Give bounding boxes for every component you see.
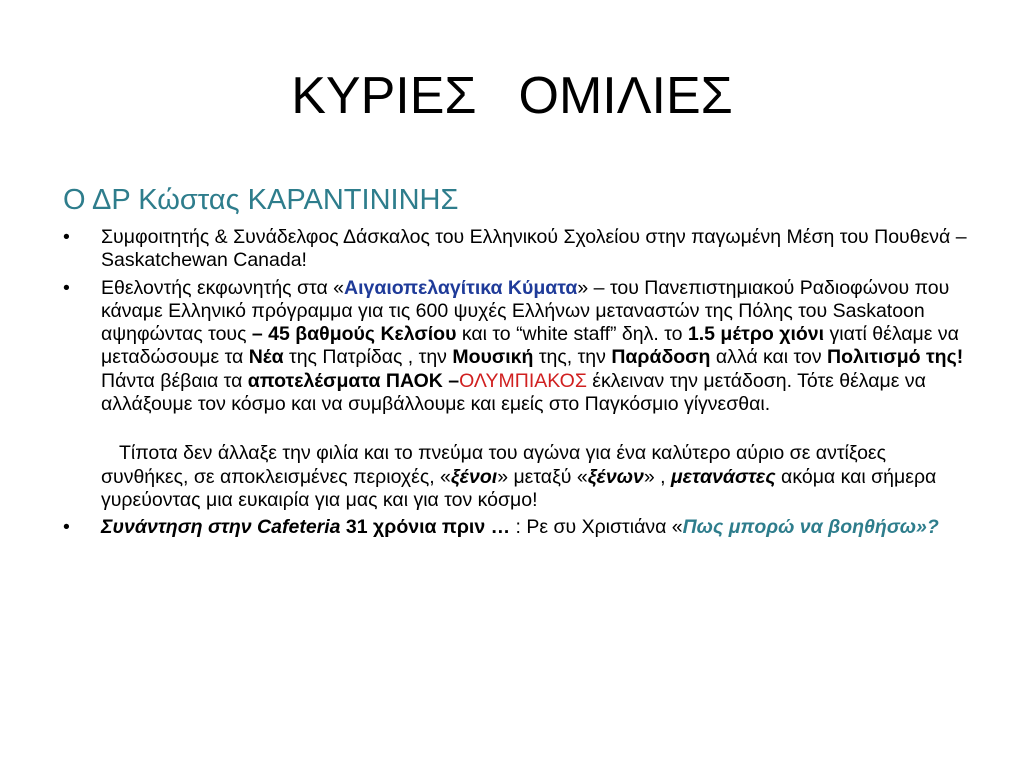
b2-text-9: της Πατρίδας , την <box>283 346 453 369</box>
b2-text-13: αλλά και τον <box>710 346 827 369</box>
olympiakos-text: ΟΛΥΜΠΙΑΚΟΣ <box>459 369 587 392</box>
show-name: Αιγαιοπελαγίτικα Κύματα <box>344 276 578 299</box>
b2-text-7: γιατί θέλαμε να μεταδώσουμε τα <box>101 323 959 369</box>
b2-text-18: έκλειναν την μετάδοση. Τότε θέλαμε να αλλάξουμε τον κόσμο και να συμβάλλουμε και εμείς στο Παγκόσμιο γίγνεσθαι. <box>101 369 926 416</box>
title-word-2: ΟΜΙΛΙΕΣ <box>518 67 733 125</box>
speaker-name: Ο ΔΡ Κώστας ΚΑΡΑΝΤΙΝΙΝΗΣ <box>63 184 459 216</box>
bullet-item-1 <box>63 226 973 273</box>
among-foreigners-text: ξένων <box>587 465 644 488</box>
b2-text-5: και το “white staff” δηλ. το <box>456 323 688 346</box>
years-ago-text: 31 χρόνια πριν … <box>340 516 511 539</box>
bullet-icon: • <box>63 276 70 299</box>
news-text: Νέα <box>248 346 284 369</box>
p-text-7: ακόμα και σήμερα γυρεύοντας μια ευκαιρία για μας και για τον κόσμο! <box>101 465 937 511</box>
tradition-text: Παράδοση <box>611 346 711 369</box>
cafeteria-text: Συνάντηση στην Cafeteria <box>101 516 341 539</box>
b2-text-1: Εθελοντής εκφωνητής στα « <box>101 276 344 299</box>
foreigners-text: ξένοι <box>450 465 498 488</box>
bullet-icon: • <box>63 226 70 248</box>
bullet-item-2 <box>63 277 973 417</box>
b3-text-3: : Ρε συ Χριστιάνα « <box>510 516 683 539</box>
bullet-item-3 <box>63 516 973 539</box>
bullet-icon: • <box>63 516 70 539</box>
p-text-5: » , <box>643 465 671 488</box>
b2-text-11: της, την <box>533 346 612 369</box>
title-word-1: ΚΥΡΙΕΣ <box>291 67 477 125</box>
b2-text-15: Πάντα βέβαια τα <box>101 369 248 392</box>
slide-title <box>0 58 1024 134</box>
slide-body <box>63 226 973 540</box>
paragraph-friendship <box>63 442 973 512</box>
quote-help-text: Πως μπορώ να βοηθήσω»? <box>682 516 939 539</box>
temperature-text: – 45 βαθμούς Κελσίου <box>251 323 457 346</box>
p-text-1: Τίποτα δεν άλλαξε την φιλία και το πνεύμα του αγώνα για ένα καλύτερο αύριο σε αντίξοες συνθήκες, σε αποκλεισμένες περιοχές, « <box>101 442 887 488</box>
snow-text: 1.5 μέτρο χιόνι <box>687 323 825 346</box>
p-text-3: » μεταξύ « <box>497 465 588 488</box>
music-text: Μουσική <box>452 346 534 369</box>
culture-text: Πολιτισμό της! <box>827 346 964 369</box>
bullet-1-text: Συμφοιτητής & Συνάδελφος Δάσκαλος του Ελληνικού Σχολείου στην παγωμένη Μέση του Πουθενά – Saskatchewan Canada! <box>101 226 967 272</box>
paok-text: αποτελέσματα ΠΑΟΚ – <box>247 369 460 392</box>
immigrants-text: μετανάστες <box>670 465 776 488</box>
b2-text-3: » – του Πανεπιστημιακού Ραδιοφώνου που κάναμε Ελληνικό πρόγραμμα για τις 600 ψυχές Ελλήνων μεταναστών της Πόλης του Saskatoon αψηφώντας τους <box>101 276 950 346</box>
